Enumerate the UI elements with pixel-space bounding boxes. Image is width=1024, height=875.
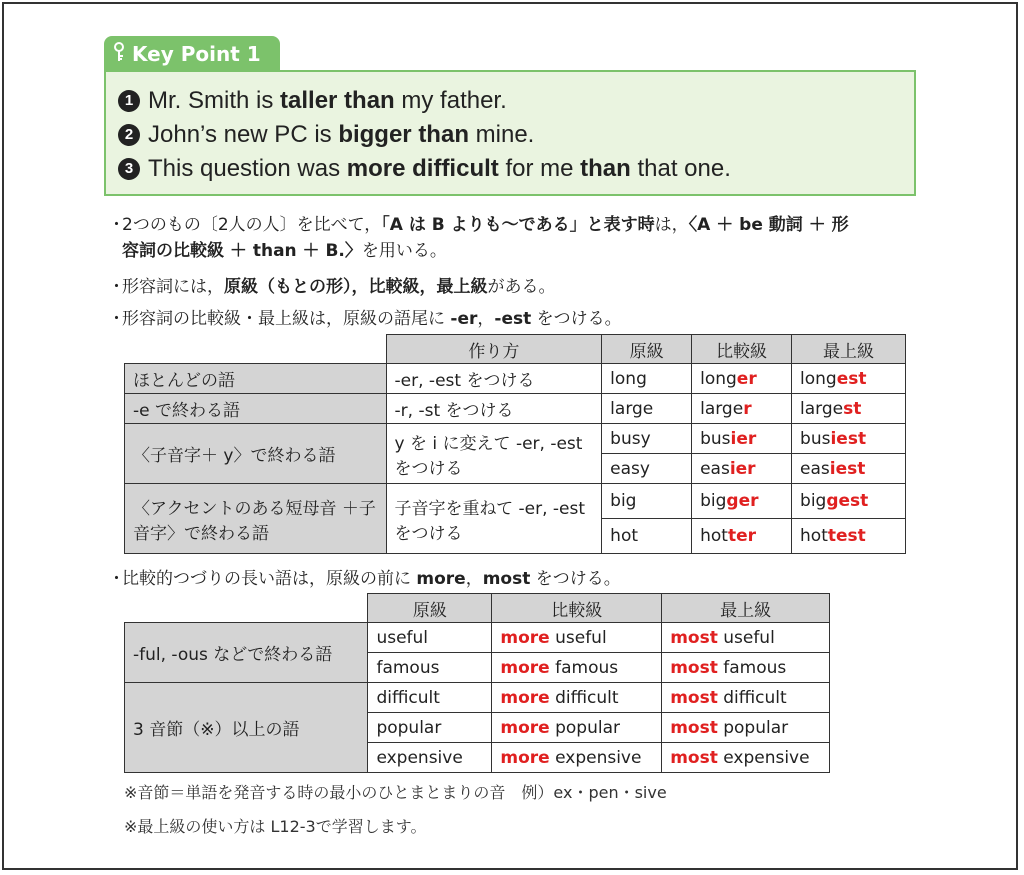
stem: hot <box>800 526 828 546</box>
header-superlative: 最上級 <box>662 594 830 623</box>
word: difficult <box>555 687 619 708</box>
table-row <box>125 424 906 454</box>
stem: bus <box>800 428 831 449</box>
highlight-phrase: taller than <box>280 87 395 114</box>
superlative-form <box>792 394 906 424</box>
key-point-box <box>104 70 916 196</box>
number-badge: 2 <box>118 124 140 146</box>
superlative-form <box>662 713 830 743</box>
sentence-part: mine. <box>468 121 535 148</box>
more-most-table <box>124 593 830 773</box>
sentence-text <box>148 84 507 118</box>
word: famous <box>723 657 787 678</box>
header-method: 作り方 <box>386 335 602 364</box>
more-word: more <box>500 717 550 738</box>
header-positive: 原級 <box>368 594 492 623</box>
example-sentence <box>118 84 914 118</box>
superlative-form <box>662 743 830 773</box>
table-row <box>125 364 906 394</box>
positive-form: busy <box>602 424 692 454</box>
comparative-form <box>692 394 792 424</box>
table-row <box>125 484 906 519</box>
sentence-part: for me <box>498 155 581 182</box>
word-type-label: 〈子音字＋ y〉で終わる語 <box>125 424 387 484</box>
more-word: more <box>500 627 550 648</box>
method-cell: y を i に変えて -er, -est をつける <box>386 424 602 484</box>
comparative-form <box>692 424 792 454</box>
more-word: more <box>500 747 550 768</box>
most-word: most <box>670 747 718 768</box>
superlative-form <box>662 683 830 713</box>
word: famous <box>555 657 619 678</box>
highlight-phrase: than <box>580 155 631 182</box>
superlative-form <box>662 653 830 683</box>
comparative-form <box>492 683 662 713</box>
stem: eas <box>700 458 730 479</box>
stem: big <box>700 491 727 511</box>
key-point-tab <box>104 36 280 72</box>
highlight-phrase: bigger than <box>338 121 469 148</box>
table-row <box>125 623 830 653</box>
stem: large <box>800 398 844 419</box>
sentence-part: Mr. Smith is <box>148 87 281 114</box>
most-word: most <box>670 717 718 738</box>
highlight-phrase: more difficult <box>346 155 499 182</box>
ending: ger <box>726 491 759 511</box>
key-point-title: Key Point 1 <box>132 42 261 66</box>
superlative-form <box>792 519 906 554</box>
stem: bus <box>700 428 731 449</box>
table-row <box>125 394 906 424</box>
stem: big <box>800 491 827 511</box>
stem: eas <box>800 458 830 479</box>
note-2: ・形容詞には，原級（もとの形），比較級，最上級がある。 <box>108 277 556 297</box>
superlative-form <box>792 424 906 454</box>
method-cell: 子音字を重ねて -er, -est をつける <box>386 484 602 554</box>
more-word: more <box>500 657 550 678</box>
superlative-form <box>792 454 906 484</box>
sentence-part: This question was <box>148 155 347 182</box>
ending: est <box>836 368 867 389</box>
note-3: ・形容詞の比較級・最上級は，原級の語尾に -er，-est をつける。 <box>108 309 622 329</box>
header-positive: 原級 <box>602 335 692 364</box>
word-type-label: 3 音節（※）以上の語 <box>125 683 368 773</box>
comparative-form <box>492 623 662 653</box>
header-comparative: 比較級 <box>692 335 792 364</box>
example-sentence <box>118 152 914 186</box>
header-comparative: 比較級 <box>492 594 662 623</box>
superlative-form <box>792 364 906 394</box>
number-badge: 1 <box>118 90 140 112</box>
comparative-form <box>492 653 662 683</box>
footnote-superlative: ※最上級の使い方は L12-3で学習します。 <box>124 817 427 836</box>
superlative-form <box>662 623 830 653</box>
comparative-form <box>692 364 792 394</box>
comparative-form <box>692 454 792 484</box>
word-type-label: -ful, -ous などで終わる語 <box>125 623 368 683</box>
comparative-rules-table <box>124 334 906 554</box>
sentence-part: John’s new PC is <box>148 121 339 148</box>
stem: hot <box>700 526 728 546</box>
ending: iest <box>829 458 866 479</box>
positive-form: hot <box>602 519 692 554</box>
stem: long <box>700 368 737 389</box>
positive-form: difficult <box>368 683 492 713</box>
most-word: most <box>670 627 718 648</box>
ending: r <box>743 398 752 419</box>
positive-form: famous <box>368 653 492 683</box>
number-badge: 3 <box>118 158 140 180</box>
word: expensive <box>555 747 642 768</box>
positive-form: long <box>602 364 692 394</box>
positive-form: popular <box>368 713 492 743</box>
word: difficult <box>723 687 787 708</box>
positive-form: expensive <box>368 743 492 773</box>
word-type-label: 〈アクセントのある短母音 ＋子音字〉で終わる語 <box>125 484 387 554</box>
method-cell: -r, -st をつける <box>386 394 602 424</box>
ending: ter <box>727 526 756 546</box>
key-icon <box>112 42 126 67</box>
word: useful <box>723 627 775 648</box>
stem: long <box>800 368 837 389</box>
comparative-form <box>692 519 792 554</box>
header-superlative: 最上級 <box>792 335 906 364</box>
ending: gest <box>826 491 869 511</box>
sentence-text <box>148 118 534 152</box>
positive-form: large <box>602 394 692 424</box>
ending: ier <box>730 428 757 449</box>
comparative-form <box>492 743 662 773</box>
sentence-part: that one. <box>630 155 731 182</box>
ending: ier <box>729 458 756 479</box>
example-sentence <box>118 118 914 152</box>
word: popular <box>723 717 789 738</box>
note-1: ・2つのもの〔2人の人〕を比べて，「A は B よりも〜である」と表す時は，〈A ＋ be 動詞 ＋ 形 容詞の比較級 ＋ than ＋ B.〉を用いる。 <box>108 215 849 261</box>
sentence-part: my father. <box>394 87 507 114</box>
word-type-label: ほとんどの語 <box>125 364 387 394</box>
table-row <box>125 683 830 713</box>
most-word: most <box>670 657 718 678</box>
word: popular <box>555 717 620 738</box>
ending: test <box>827 526 866 546</box>
comparative-form <box>492 713 662 743</box>
positive-form: easy <box>602 454 692 484</box>
comparative-form <box>692 484 792 519</box>
stem: large <box>700 398 744 419</box>
ending: iest <box>830 428 867 449</box>
sentence-text <box>148 152 731 186</box>
ending: er <box>736 368 757 389</box>
word: expensive <box>723 747 810 768</box>
positive-form: big <box>602 484 692 519</box>
positive-form: useful <box>368 623 492 653</box>
word-type-label: -e で終わる語 <box>125 394 387 424</box>
ending: st <box>843 398 862 419</box>
footnote-syllable: ※音節＝単語を発音する時の最小のひとまとまりの音 例）ex・pen・sive <box>124 783 667 802</box>
word: useful <box>555 627 607 648</box>
method-cell: -er, -est をつける <box>386 364 602 394</box>
superlative-form <box>792 484 906 519</box>
note-4: ・比較的つづりの長い語は，原級の前に more，most をつける。 <box>108 569 621 589</box>
more-word: more <box>500 687 550 708</box>
most-word: most <box>670 687 718 708</box>
